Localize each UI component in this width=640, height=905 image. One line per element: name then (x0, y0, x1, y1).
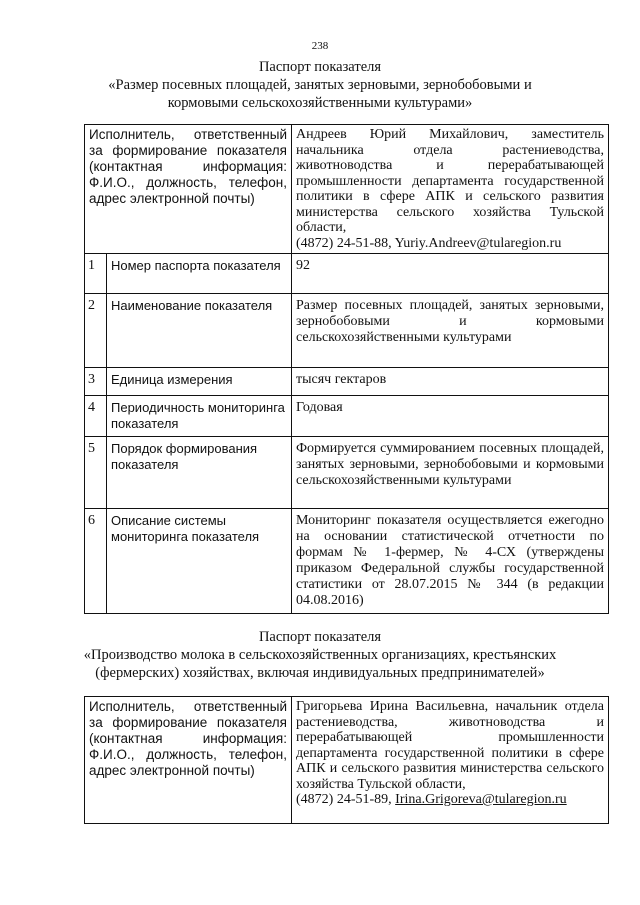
row-value: Годовая (292, 396, 609, 437)
row-label: Порядок формирования показателя (107, 437, 292, 509)
passport1-rows-table (84, 253, 609, 614)
executor-details: Григорьева Ирина Васильевна, начальник отдела растениеводства, животноводства и перерабатывающей промышленности департамента государственной политики в сфере АПК и сельского развития министерства сельского хозяйства Тульской области, (296, 699, 604, 792)
passport2-title: Паспорт показателя (258, 629, 382, 645)
passport1-executor-table (84, 124, 609, 254)
row-value: Размер посевных площадей, занятых зерновыми, зернобобовыми и кормовыми сельскохозяйственными культурами (292, 294, 609, 368)
passport1-subtitle-line2: кормовыми сельскохозяйственными культурами» (167, 95, 473, 111)
row-number: 1 (85, 254, 107, 294)
passport1-subtitle-line1: «Размер посевных площадей, занятых зерновыми, зернобобовыми и (108, 77, 532, 93)
table-row (85, 294, 609, 368)
row-value: тысяч гектаров (292, 368, 609, 396)
executor-label: Исполнитель, ответственный за формирование показателя (контактная информация: Ф.И.О., должность, телефон, адрес электронной почты) (85, 697, 292, 824)
row-label: Периодичность мониторинга показателя (107, 396, 292, 437)
row-label: Описание системы мониторинга показателя (107, 509, 292, 614)
row-number: 5 (85, 437, 107, 509)
passport2-subtitle-line1: «Производство молока в сельскохозяйственных организациях, крестьянских (83, 647, 557, 663)
executor-label: Исполнитель, ответственный за формирование показателя (контактная информация: Ф.И.О., должность, телефон, адрес электронной почты) (85, 125, 292, 254)
executor-phone: (4872) 24-51-89, (296, 792, 392, 807)
row-number: 4 (85, 396, 107, 437)
passport1-title: Паспорт показателя (258, 59, 382, 75)
executor-email-link[interactable]: Irina.Grigoreva@tularegion.ru (395, 792, 567, 807)
row-number: 3 (85, 368, 107, 396)
passport2-heading (60, 628, 580, 682)
executor-row (85, 697, 609, 824)
row-number: 2 (85, 294, 107, 368)
page-number: 238 (311, 40, 329, 52)
executor-value (292, 125, 609, 254)
row-number: 6 (85, 509, 107, 614)
passport1-heading (60, 58, 580, 112)
passport2-executor-table (84, 696, 609, 824)
executor-value (292, 697, 609, 824)
executor-row (85, 125, 609, 254)
row-label: Номер паспорта показателя (107, 254, 292, 294)
executor-contact: (4872) 24-51-88, Yuriy.Andreev@tularegion.ru (296, 235, 562, 251)
row-value: Формируется суммированием посевных площадей, занятых зерновыми, зернобобовыми и кормовыми сельскохозяйственными культурами (292, 437, 609, 509)
executor-contact (296, 792, 604, 808)
table-row (85, 509, 609, 614)
row-value: 92 (292, 254, 609, 294)
row-label: Наименование показателя (107, 294, 292, 368)
table-row (85, 396, 609, 437)
table-row (85, 254, 609, 294)
passport2-subtitle-line2: (фермерских) хозяйствах, включая индивидуальных предпринимателей» (95, 665, 545, 681)
executor-details: Андреев Юрий Михайлович, заместитель начальника отдела растениеводства, животноводства и перерабатывающей промышленности департамента государственной политики в сфере АПК и сельского развития министерства сельского хозяйства Тульской области, (296, 127, 604, 235)
table-row (85, 437, 609, 509)
row-value: Мониторинг показателя осуществляется ежегодно на основании статистической отчетности по формам № 1-фермер, № 4-СХ (утверждены приказом Федеральной службы государственной статистики от 28.07.2015 № 344 (в редакции 04.08.2016) (292, 509, 609, 614)
row-label: Единица измерения (107, 368, 292, 396)
table-row (85, 368, 609, 396)
